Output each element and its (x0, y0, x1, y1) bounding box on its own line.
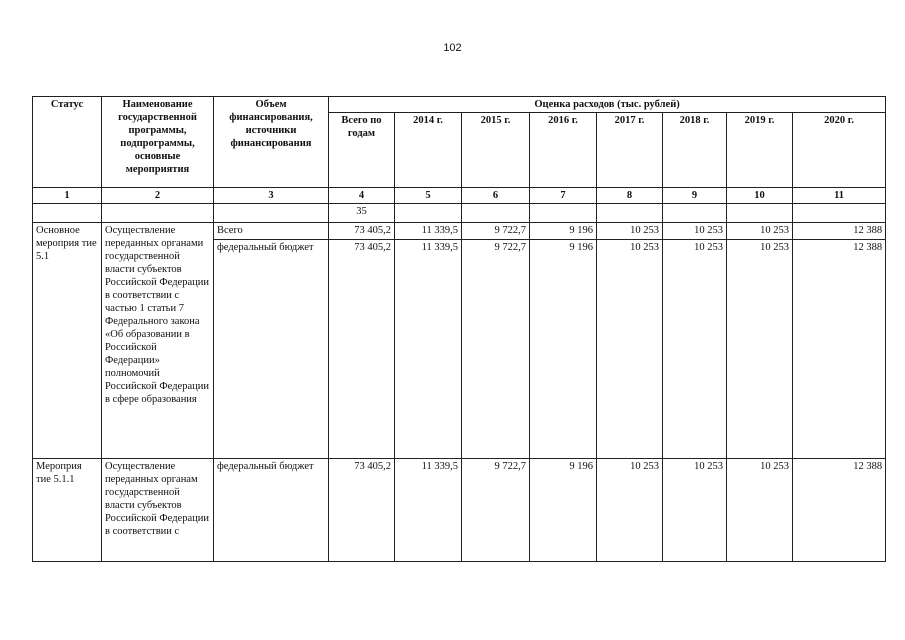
header-status: Статус (33, 97, 102, 188)
value-cell: 11 339,5 (395, 459, 462, 562)
value-cell: 73 405,2 (329, 240, 395, 459)
header-estimate: Оценка расходов (тыс. рублей) (329, 97, 886, 113)
expenses-table (32, 96, 886, 562)
header-year: 2019 г. (727, 113, 793, 188)
table-row (33, 459, 886, 562)
value-cell: 11 339,5 (395, 223, 462, 240)
column-number: 6 (462, 188, 530, 204)
header-year: 2014 г. (395, 113, 462, 188)
value-cell: 12 388 (793, 459, 886, 562)
value-cell: 9 722,7 (462, 223, 530, 240)
value-cell: 73 405,2 (329, 459, 395, 562)
value-cell: 12 388 (793, 240, 886, 459)
header-year: 2015 г. (462, 113, 530, 188)
row-name: Осуществление переданных органами государственной власти субъектов Российской Федерации в соответствии с частью 1 статьи 7 Федерального закона «Об образовании в Российской Федерации» полномочий Российской Федерации в сфере образования (102, 223, 214, 459)
value-cell: 73 405,2 (329, 223, 395, 240)
value-cell: 10 253 (597, 240, 663, 459)
column-number-row (33, 188, 886, 204)
row-source: Всего (214, 223, 329, 240)
blank-row-value: 35 (329, 204, 395, 223)
value-cell: 9 196 (530, 459, 597, 562)
column-number: 3 (214, 188, 329, 204)
column-number: 2 (102, 188, 214, 204)
table-row (33, 223, 886, 240)
header-total: Всего по годам (329, 113, 395, 188)
row-source: федеральный бюджет (214, 240, 329, 459)
value-cell: 12 388 (793, 223, 886, 240)
value-cell: 9 196 (530, 223, 597, 240)
header-year: 2016 г. (530, 113, 597, 188)
value-cell: 10 253 (727, 223, 793, 240)
value-cell: 9 722,7 (462, 459, 530, 562)
column-number: 4 (329, 188, 395, 204)
column-number: 11 (793, 188, 886, 204)
table-row (33, 204, 886, 223)
value-cell: 10 253 (663, 240, 727, 459)
column-number: 1 (33, 188, 102, 204)
row-status: Основное мероприя тие 5.1 (33, 223, 102, 459)
column-number: 7 (530, 188, 597, 204)
column-number: 5 (395, 188, 462, 204)
header-name: Наименование государственной программы, подпрограммы, основные мероприятия (102, 97, 214, 188)
value-cell: 10 253 (727, 240, 793, 459)
value-cell: 10 253 (663, 223, 727, 240)
value-cell: 10 253 (727, 459, 793, 562)
value-cell: 10 253 (597, 223, 663, 240)
value-cell: 9 722,7 (462, 240, 530, 459)
column-number: 9 (663, 188, 727, 204)
row-status: Мероприя тие 5.1.1 (33, 459, 102, 562)
value-cell: 9 196 (530, 240, 597, 459)
row-source: федеральный бюджет (214, 459, 329, 562)
header-year: 2020 г. (793, 113, 886, 188)
header-year: 2017 г. (597, 113, 663, 188)
value-cell: 10 253 (663, 459, 727, 562)
column-number: 8 (597, 188, 663, 204)
value-cell: 10 253 (597, 459, 663, 562)
header-year: 2018 г. (663, 113, 727, 188)
row-name: Осуществление переданных органам государственной власти субъектов Российской Федерации в соответствии с (102, 459, 214, 562)
value-cell: 11 339,5 (395, 240, 462, 459)
header-volume: Объем финансирования, источники финансирования (214, 97, 329, 188)
page-number: 102 (443, 42, 462, 54)
column-number: 10 (727, 188, 793, 204)
